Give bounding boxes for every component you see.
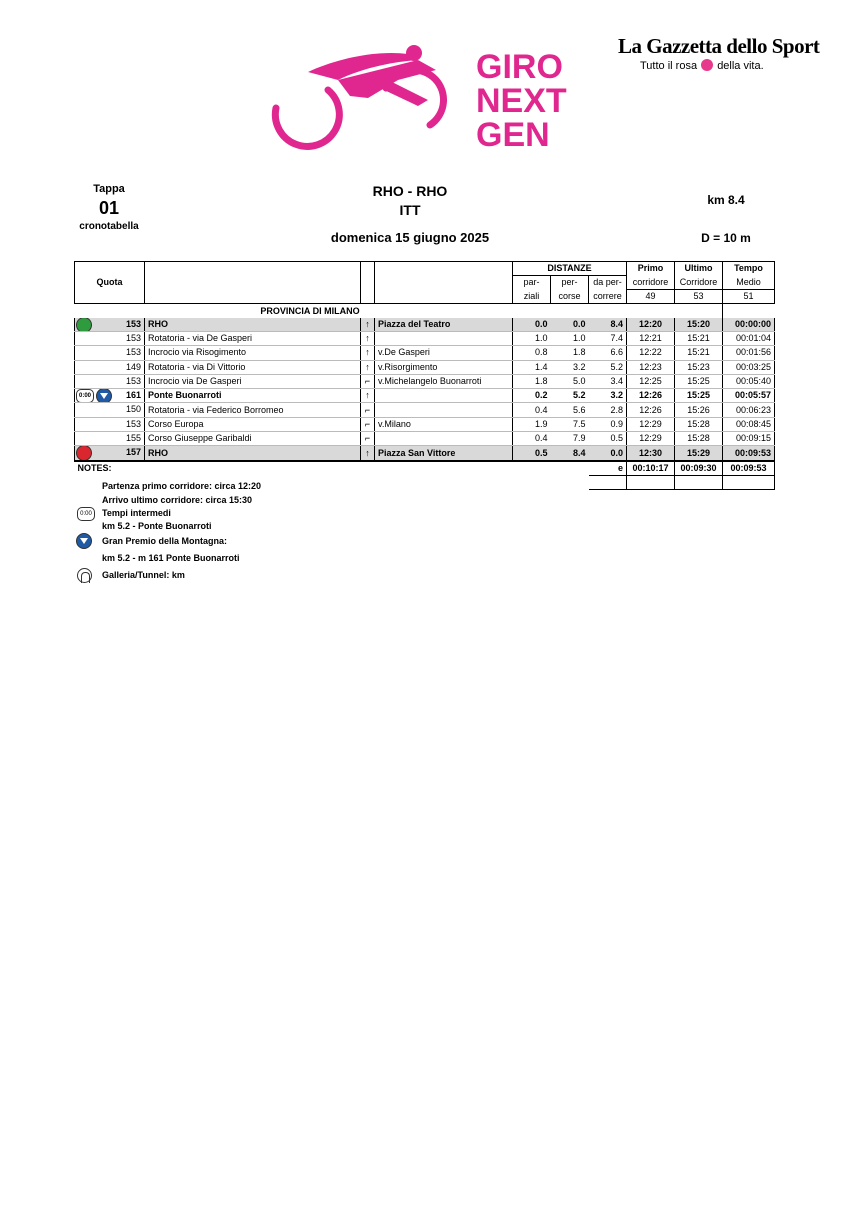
mountain-gpm-icon [96, 389, 112, 403]
legend-tunnel [77, 567, 92, 585]
row-quota-cell [75, 318, 145, 332]
row-ultimo: 15:20 [675, 318, 723, 332]
total-tempo: 00:09:53 [723, 461, 775, 476]
stage-date: domenica 15 giugno 2025 [330, 230, 490, 245]
note-tunnel: Galleria/Tunnel: km [102, 570, 185, 580]
row-tempo: 00:03:25 [723, 360, 775, 374]
row-quota-cell [75, 374, 145, 388]
note-arrivo: Arrivo ultimo corridore: circa 15:30 [102, 495, 253, 505]
row-parziali: 0.2 [513, 389, 551, 403]
tunnel-icon [77, 568, 92, 583]
table-head [75, 262, 775, 304]
row-quota-cell [75, 417, 145, 431]
row-place: Corso Europa [145, 417, 361, 431]
tempo-count: 51 [723, 290, 775, 304]
giro-next-gen-logo [268, 40, 588, 155]
gazzetta-subtitle [618, 59, 778, 72]
row-ultimo: 15:21 [675, 331, 723, 345]
row-place: RHO [145, 318, 361, 332]
ultimo-header: Ultimo [675, 262, 723, 276]
row-ultimo: 15:25 [675, 389, 723, 403]
row-tempo: 00:08:45 [723, 417, 775, 431]
row-primo: 12:25 [627, 374, 675, 388]
row-parziali: 0.5 [513, 446, 551, 461]
row-ultimo: 15:21 [675, 346, 723, 360]
row-percorse: 5.2 [551, 389, 589, 403]
row-tempo: 00:09:15 [723, 432, 775, 446]
gazzetta-title: La Gazzetta dello Sport [618, 34, 820, 58]
table-row [75, 318, 775, 332]
row-primo: 12:21 [627, 331, 675, 345]
ultimo-count: 53 [675, 290, 723, 304]
row-quota: 149 [125, 361, 141, 372]
table-row [75, 360, 775, 374]
table-row [75, 331, 775, 345]
row-da-percorrere: 7.4 [589, 331, 627, 345]
row-quota: 155 [125, 433, 141, 444]
tappa-type: cronotabella [79, 221, 139, 232]
note-intermedi: Tempi intermedi [102, 508, 171, 518]
row-place: Incrocio via De Gasperi [145, 374, 361, 388]
ultimo-sub: Corridore [675, 276, 723, 290]
row-da-percorrere: 8.4 [589, 318, 627, 332]
row-direction: ↑ [361, 346, 375, 360]
row-parziali: 1.0 [513, 331, 551, 345]
row-direction: ↑ [361, 446, 375, 461]
row-parziali: 0.8 [513, 346, 551, 360]
row-parziali: 0.4 [513, 403, 551, 417]
table-row [75, 432, 775, 446]
row-parziali: 1.4 [513, 360, 551, 374]
row-direction: ⌐ [361, 403, 375, 417]
row-da-percorrere: 0.9 [589, 417, 627, 431]
row-da-percorrere: 3.2 [589, 389, 627, 403]
row-road [375, 432, 513, 446]
row-da-percorrere: 0.0 [589, 446, 627, 461]
row-quota: 150 [125, 404, 141, 415]
stopwatch-icon: 0:00 [77, 507, 95, 521]
row-percorse: 7.5 [551, 417, 589, 431]
percorse-header-a: per- [551, 276, 589, 290]
row-place: Rotatoria - via Di Vittorio [145, 360, 361, 374]
row-quota-cell [75, 446, 145, 461]
row-road: v.De Gasperi [375, 346, 513, 360]
row-direction: ↑ [361, 389, 375, 403]
table-row [75, 374, 775, 388]
row-primo: 12:29 [627, 432, 675, 446]
row-parziali: 1.9 [513, 417, 551, 431]
logo-line-2: NEXT [476, 82, 567, 120]
row-icons [76, 446, 92, 461]
row-primo: 12:29 [627, 417, 675, 431]
row-direction: ⌐ [361, 417, 375, 431]
daperc-header-a: da per- [589, 276, 627, 290]
row-percorse: 7.9 [551, 432, 589, 446]
row-quota-cell [75, 389, 145, 403]
row-primo: 12:30 [627, 446, 675, 461]
row-direction: ↑ [361, 331, 375, 345]
route-title: RHO - RHO [372, 183, 448, 199]
row-da-percorrere: 0.5 [589, 432, 627, 446]
tappa-number: 01 [98, 198, 120, 218]
primo-count: 49 [627, 290, 675, 304]
row-da-percorrere: 3.4 [589, 374, 627, 388]
row-parziali: 0.4 [513, 432, 551, 446]
table-row [75, 446, 775, 461]
row-place: Rotatoria - via De Gasperi [145, 331, 361, 345]
row-primo: 12:26 [627, 389, 675, 403]
tempo-sub: Medio [723, 276, 775, 290]
row-tempo: 00:05:40 [723, 374, 775, 388]
row-quota: 157 [125, 447, 141, 458]
row-road: v.Michelangelo Buonarroti [375, 374, 513, 388]
row-icons [76, 318, 92, 332]
stage-kind: ITT [399, 202, 421, 218]
row-quota-cell [75, 432, 145, 446]
row-tempo: 00:06:23 [723, 403, 775, 417]
legend-stopwatch [77, 505, 95, 523]
finish-red-icon [76, 446, 92, 461]
row-ultimo: 15:28 [675, 417, 723, 431]
row-percorse: 1.8 [551, 346, 589, 360]
tempo-header: Tempo [723, 262, 775, 276]
row-place: Incrocio via Risogimento [145, 346, 361, 360]
row-quota-cell [75, 403, 145, 417]
row-ultimo: 15:28 [675, 432, 723, 446]
parziali-header-a: par- [513, 276, 551, 290]
row-direction: ⌐ [361, 432, 375, 446]
row-primo: 12:22 [627, 346, 675, 360]
row-quota: 153 [125, 347, 141, 358]
row-quota: 153 [125, 418, 141, 429]
row-quota-cell [75, 346, 145, 360]
province-label: PROVINCIA DI MILANO [260, 305, 360, 316]
row-road: Piazza del Teatro [375, 318, 513, 332]
row-quota-cell [75, 331, 145, 345]
row-percorse: 8.4 [551, 446, 589, 461]
row-primo: 12:20 [627, 318, 675, 332]
total-ultimo: 00:09:30 [675, 461, 723, 476]
row-primo: 12:23 [627, 360, 675, 374]
row-ultimo: 15:29 [675, 446, 723, 461]
logo-line-3: GEN [476, 116, 550, 154]
totals-e: e [589, 461, 627, 476]
row-direction: ⌐ [361, 374, 375, 388]
row-quota: 153 [125, 375, 141, 386]
row-direction: ↑ [361, 360, 375, 374]
row-place: Corso Giuseppe Garibaldi [145, 432, 361, 446]
table-row [75, 346, 775, 360]
row-percorse: 5.6 [551, 403, 589, 417]
row-ultimo: 15:25 [675, 374, 723, 388]
total-primo: 00:10:17 [627, 461, 675, 476]
row-primo: 12:26 [627, 403, 675, 417]
table-row [75, 389, 775, 403]
start-interval: D = 10 m [701, 231, 751, 245]
row-percorse: 1.0 [551, 331, 589, 345]
note-gpm-km: km 5.2 - m 161 Ponte Buonarroti [102, 553, 240, 563]
row-place: Rotatoria - via Federico Borromeo [145, 403, 361, 417]
gazzetta-logo [618, 34, 820, 74]
row-road [375, 389, 513, 403]
row-place: RHO [145, 446, 361, 461]
table-row [75, 417, 775, 431]
gazzetta-sub-a: Tutto il rosa [640, 60, 698, 72]
percorse-header-b: corse [551, 290, 589, 304]
row-quota-cell [75, 360, 145, 374]
row-percorse: 0.0 [551, 318, 589, 332]
note-intermedi-km: km 5.2 - Ponte Buonarroti [102, 521, 212, 531]
note-gpm: Gran Premio della Montagna: [102, 536, 228, 546]
row-tempo: 00:09:53 [723, 446, 775, 461]
row-direction: ↑ [361, 318, 375, 332]
primo-sub: corridore [627, 276, 675, 290]
legend-gpm [76, 532, 92, 550]
row-percorse: 5.0 [551, 374, 589, 388]
row-ultimo: 15:26 [675, 403, 723, 417]
row-road [375, 331, 513, 345]
row-tempo: 00:00:00 [723, 318, 775, 332]
start-green-icon [76, 318, 92, 332]
daperc-header-b: correre [589, 290, 627, 304]
row-quota: 153 [125, 332, 141, 343]
row-road: Piazza San Vittore [375, 446, 513, 461]
quota-header: Quota [75, 276, 145, 290]
row-percorse: 3.2 [551, 360, 589, 374]
table-row [75, 403, 775, 417]
notes-label: NOTES: [75, 461, 145, 476]
row-road: v.Risorgimento [375, 360, 513, 374]
rosa-icon [701, 59, 713, 71]
row-road [375, 403, 513, 417]
logo-line-1: GIRO [476, 48, 563, 86]
row-da-percorrere: 5.2 [589, 360, 627, 374]
row-parziali: 1.8 [513, 374, 551, 388]
timetable [74, 261, 775, 490]
row-ultimo: 15:23 [675, 360, 723, 374]
row-quota: 153 [125, 318, 141, 329]
row-tempo: 00:01:56 [723, 346, 775, 360]
row-tempo: 00:01:04 [723, 331, 775, 345]
row-place: Ponte Buonarroti [145, 389, 361, 403]
row-tempo: 00:05:57 [723, 389, 775, 403]
row-icons [76, 389, 112, 403]
distanze-header: DISTANZE [513, 262, 627, 276]
parziali-header-b: ziali [513, 290, 551, 304]
row-quota: 161 [125, 390, 141, 401]
row-road: v.Milano [375, 417, 513, 431]
primo-header: Primo [627, 262, 675, 276]
row-parziali: 0.0 [513, 318, 551, 332]
row-da-percorrere: 2.8 [589, 403, 627, 417]
table-body [75, 304, 775, 461]
stage-km: km 8.4 [707, 193, 745, 207]
gazzetta-sub-b: della vita. [717, 60, 764, 72]
tappa-label: Tappa [93, 183, 125, 195]
note-partenza: Partenza primo corridore: circa 12:20 [102, 481, 262, 491]
stopwatch-icon: 0:00 [76, 389, 94, 403]
row-da-percorrere: 6.6 [589, 346, 627, 360]
mountain-gpm-icon [76, 533, 92, 549]
